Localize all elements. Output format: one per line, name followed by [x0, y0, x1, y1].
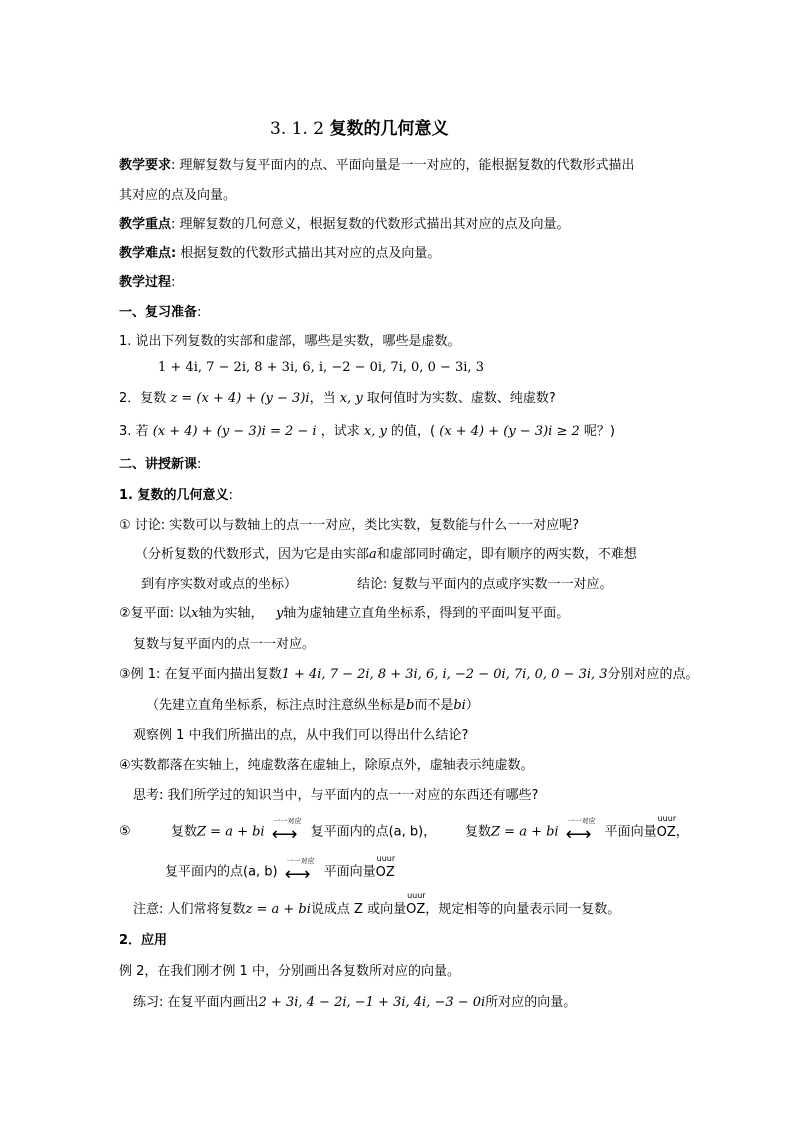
- newlesson-ex2: [119, 963, 460, 981]
- newlesson-p3c-text: 观察例 1 中我们所描出的点，从中我们可以得出什么结论?: [133, 728, 469, 743]
- title-text: 复数的几何意义: [329, 119, 449, 139]
- newlesson-sub1-text: 1. 复数的几何意义: [119, 488, 229, 503]
- review-q3-d: 呢？): [583, 424, 615, 439]
- keypoint-text: : 理解复数的几何意义，根据复数的代数形式描出其对应的点及向量。: [171, 217, 570, 232]
- newlesson-p5-fushu2: 复数: [465, 824, 492, 840]
- newlesson-note-a: 注意: 人们常将复数: [133, 902, 246, 917]
- newlesson-heading-text: 二、讲授新课: [119, 457, 198, 472]
- double-arrow-icon-3: ⟷: [284, 864, 311, 885]
- process-label: 教学过程: [119, 275, 172, 290]
- keypoint-line: [119, 216, 570, 234]
- review-q2-a: 2．复数: [119, 391, 167, 406]
- newlesson-p5-math: Z = a + bi: [197, 824, 265, 840]
- newlesson-note-c: ，规定相等的向量表示同一复数。: [425, 902, 621, 917]
- review-q3-math2: (x + 4) + (y − 3)i ≥ 2: [439, 424, 580, 439]
- review-q3-a: 3. 若: [119, 424, 149, 439]
- review-heading-text: 一、复习准备: [119, 305, 198, 320]
- newlesson-note: [133, 891, 621, 919]
- newlesson-p2-c: 轴为虚轴建立直角坐标系，得到的平面叫复平面。: [283, 606, 570, 621]
- vector-oz-label-2: OZ: [375, 864, 395, 880]
- newlesson-p2-y: y: [275, 606, 284, 621]
- process-colon: :: [171, 275, 176, 290]
- correspondence-arrow: [268, 817, 308, 845]
- newlesson-practice: [133, 994, 576, 1012]
- newlesson-note-b: 说成点 Z 或向量: [310, 902, 407, 917]
- newlesson-p5-vector: 平面向量: [604, 824, 657, 840]
- newlesson-prac-b: 所对应的向量。: [485, 995, 577, 1010]
- newlesson-p3-a: ③例 1: 在复平面内描出复数: [119, 667, 282, 682]
- newlesson-p5-point: 复平面内的点(a, b)，: [310, 824, 437, 840]
- newlesson-ex2-text: 例 2，在我们刚才例 1 中，分别画出各复数所对应的向量。: [119, 964, 460, 979]
- newlesson-p2-x: x: [191, 606, 199, 621]
- keypoint-label: 教学重点: [119, 217, 172, 232]
- newlesson-p5b-point: 复平面内的点(a, b): [165, 864, 278, 880]
- newlesson-p3b-c: ）: [465, 698, 479, 713]
- vector-oz-label-3: OZ: [406, 902, 426, 917]
- newlesson-p1b-b: 和虚部同时确定，即有顺序的两实数，不难想: [376, 547, 637, 562]
- newlesson-p1-text: ① 讨论: 实数可以与数轴上的点一一对应，类比实数，复数能与什么一一对应呢?: [119, 518, 580, 533]
- vector-oz-label: OZ: [656, 824, 676, 840]
- newlesson-p3-b: 分别对应的点。: [607, 667, 699, 682]
- newlesson-p4b: [133, 787, 538, 805]
- newlesson-heading-colon: :: [197, 457, 202, 472]
- vector-oz-2: [375, 853, 396, 882]
- newlesson-prac-math: 2 + 3i, 4 − 2i, −1 + 3i, 4i, −3 − 0i: [258, 995, 486, 1010]
- newlesson-prac-a: 练习: 在复平面内画出: [133, 995, 259, 1010]
- vector-arrow-mark-2: uuur: [376, 853, 396, 863]
- vector-arrow-mark-3: uuur: [407, 891, 426, 900]
- newlesson-p5-math2: Z = a + bi: [491, 824, 559, 840]
- newlesson-p1: [119, 517, 579, 535]
- newlesson-p3b-b: 而不是: [414, 698, 454, 713]
- review-q3-b: ，试求: [320, 424, 360, 439]
- newlesson-p2-a: ②复平面: 以: [119, 606, 192, 621]
- newlesson-p3c: [133, 727, 468, 745]
- review-q2: [119, 390, 556, 408]
- newlesson-p5-end: ，: [675, 824, 689, 840]
- difficulty-text: 根据复数的代数形式描出其对应的点及向量。: [176, 246, 441, 261]
- newlesson-p1c-conclusion: [357, 576, 613, 594]
- newlesson-p3-math: 1 + 4i, 7 − 2i, 8 + 3i, 6, i, −2 − 0i, 7i, 0, 0 − 3i, 3: [281, 667, 608, 682]
- review-q2-c: 取何值时为实数、虚数、纯虚数?: [366, 391, 556, 406]
- vector-oz-3: [406, 891, 426, 919]
- newlesson-p4b-text: 思考: 我们所学过的知识当中，与平面内的点一一对应的东西还有哪些?: [133, 788, 539, 803]
- newlesson-p1c-b: 结论: 复数与平面内的点或序实数一一对应。: [357, 577, 613, 592]
- review-q3: [119, 423, 615, 441]
- vector-arrow-mark: uuur: [657, 813, 677, 823]
- newlesson-p3b-var2: bi: [453, 698, 466, 713]
- newlesson-p3: [119, 666, 699, 684]
- newlesson-p1b-a: （分析复数的代数形式，因为它是由实部: [135, 547, 370, 562]
- review-q2-math: z = (x + 4) + (y − 3)i: [170, 391, 310, 406]
- objectives-label: 教学要求: [119, 158, 172, 173]
- arrow-label-2: 一一对应: [567, 817, 596, 825]
- newlesson-p5-num: ⑤: [119, 824, 131, 839]
- review-heading-colon: :: [197, 305, 202, 320]
- review-q2-vars: x, y: [339, 391, 363, 406]
- newlesson-p5-right: [465, 813, 689, 845]
- newlesson-note-math: z = a + bi: [245, 902, 311, 917]
- review-q2-b: ，当: [309, 391, 336, 406]
- newlesson-p4-text: ④实数都落在实轴上，纯虚数落在虚轴上，除原点外，虚轴表示纯虚数。: [119, 758, 534, 773]
- newlesson-p5-number: [119, 823, 131, 841]
- review-q3-c: 的值，(: [390, 424, 436, 439]
- newlesson-p1b-var: a: [369, 547, 377, 562]
- review-q1-math: [158, 359, 484, 377]
- newlesson-p4: [119, 757, 534, 775]
- newlesson-sub2: [119, 932, 167, 950]
- newlesson-p3b: [146, 697, 479, 715]
- objectives-text-2: 其对应的点及向量。: [119, 188, 237, 203]
- review-q1-expression: 1 + 4i, 7 − 2i, 8 + 3i, 6, i, −2 − 0i, 7i, 0, 0 − 3i, 3: [158, 360, 484, 375]
- objectives-line-2: [119, 187, 236, 205]
- newlesson-p1b: [135, 546, 637, 564]
- vector-oz: [656, 813, 677, 842]
- newlesson-sub1: [119, 487, 233, 505]
- arrow-label-3: 一一对应: [286, 857, 315, 865]
- newlesson-p2b-text: 复数与复平面内的点一一对应。: [133, 637, 316, 652]
- newlesson-sub1-colon: :: [228, 488, 233, 503]
- double-arrow-icon: ⟷: [271, 824, 298, 845]
- objectives-line-1: [119, 157, 635, 175]
- review-q1-text: 1. 说出下列复数的实部和虚部，哪些是实数，哪些是虚数。: [119, 334, 461, 349]
- difficulty-label: 教学难点:: [119, 246, 177, 261]
- newlesson-sub2-text: 2．应用: [119, 933, 168, 948]
- correspondence-arrow-3: [281, 857, 321, 885]
- newlesson-heading: [119, 456, 201, 474]
- arrow-label: 一一对应: [273, 817, 302, 825]
- objectives-text-1: : 理解复数与复平面内的点、平面向量是一一对应的，能根据复数的代数形式描出: [171, 158, 635, 173]
- title-number: 3. 1. 2: [270, 119, 325, 139]
- newlesson-p1c: [141, 576, 297, 594]
- newlesson-p5-fushu: 复数: [171, 824, 198, 840]
- newlesson-p2-b: 轴为实轴，: [198, 606, 264, 621]
- correspondence-arrow-2: [562, 817, 602, 845]
- newlesson-p1c-a: 到有序实数对或点的坐标）: [141, 577, 298, 592]
- review-q3-vars: x, y: [363, 424, 387, 439]
- difficulty-line: [119, 245, 440, 263]
- page-title: [270, 120, 448, 138]
- review-heading: [119, 304, 201, 322]
- newlesson-p2b: [133, 636, 315, 654]
- double-arrow-icon-2: ⟷: [565, 824, 592, 845]
- newlesson-p5-left: [171, 817, 437, 845]
- newlesson-p5b-vector: 平面向量: [323, 864, 376, 880]
- newlesson-p3b-var1: b: [406, 698, 415, 713]
- process-line: [119, 274, 175, 292]
- review-q3-math: (x + 4) + (y − 3)i = 2 − i: [152, 424, 317, 439]
- newlesson-p5b: [165, 853, 396, 885]
- newlesson-p2: [119, 605, 569, 623]
- newlesson-p3b-a: （先建立直角坐标系，标注点时注意纵坐标是: [146, 698, 407, 713]
- review-q1: [119, 333, 461, 351]
